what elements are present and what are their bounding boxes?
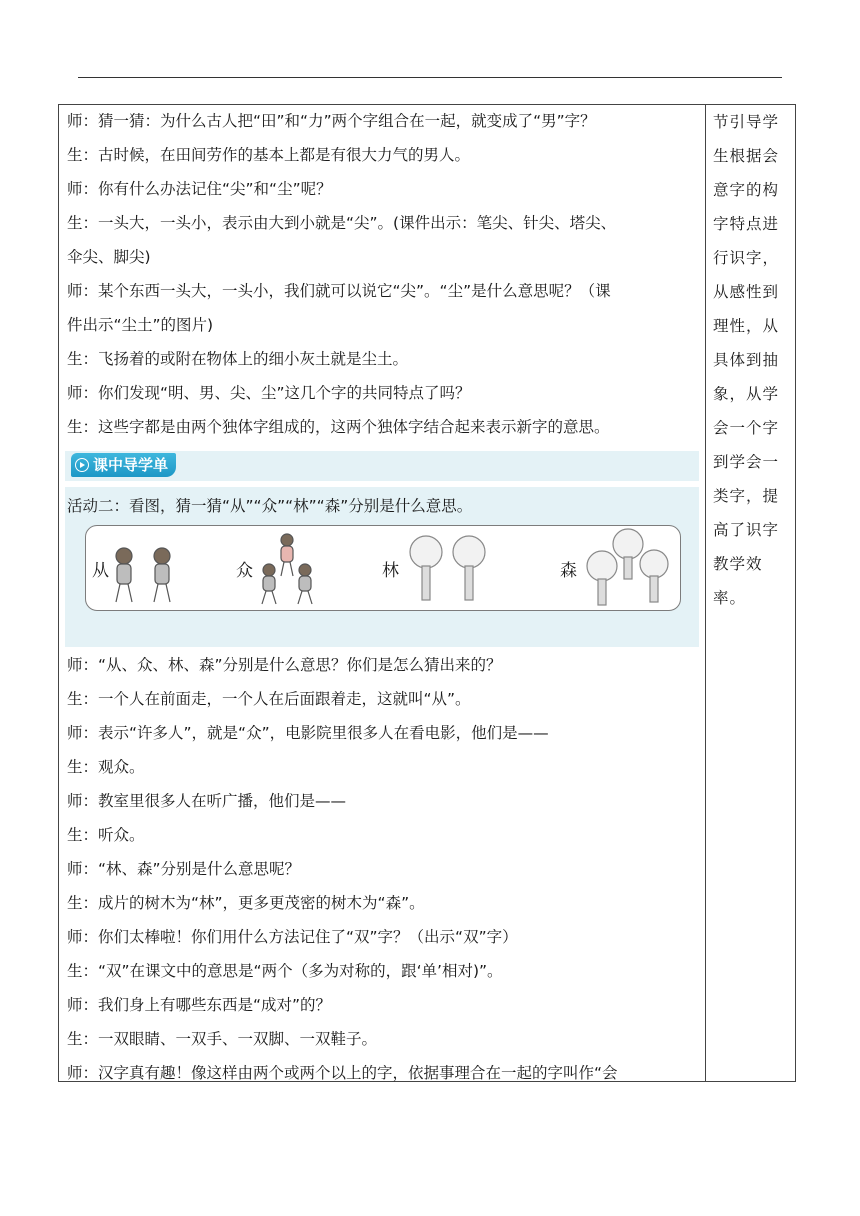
text-line: 生：一个人在前面走，一个人在后面跟着走，这就叫“从”。 — [67, 690, 471, 708]
text-line: 师：我们身上有哪些东西是“成对”的？ — [67, 996, 332, 1014]
text-line: 生：“双”在课文中的意思是“两个（多为对称的，跟‘单’相对)”。 — [67, 962, 503, 980]
tree-icon — [587, 551, 617, 605]
activity-prompt: 活动二：看图，猜一猜“从”“众”“林”“森”分别是什么意思。 — [67, 497, 473, 515]
text-line: 伞尖、脚尖) — [67, 248, 151, 266]
side-note-line: 会一个字 — [713, 419, 780, 437]
text-line: 师：你们太棒啦！你们用什么方法记住了“双”字？（出示“双”字） — [67, 928, 518, 946]
tree-icon — [453, 536, 485, 600]
person-icon — [116, 548, 132, 602]
person-icon — [281, 534, 293, 576]
play-icon — [75, 458, 89, 472]
text-line: 生：一头大，一头小，表示由大到小就是“尖”。(课件出示：笔尖、针尖、塔尖、 — [67, 214, 617, 232]
side-note-line: 理性，从 — [713, 317, 780, 335]
text-line: 生：飞扬着的或附在物体上的细小灰土就是尘土。 — [67, 350, 409, 368]
lesson-table — [58, 104, 796, 1082]
text-line: 生：一双眼睛、一双手、一双脚、一双鞋子。 — [67, 1030, 378, 1048]
side-note-line: 意字的构 — [713, 181, 780, 199]
side-note-line: 节引导学 — [713, 113, 780, 131]
column-divider — [705, 105, 706, 1081]
text-line: 生：成片的树木为“林”，更多更茂密的树木为“森”。 — [67, 894, 425, 912]
text-line: 师：猜一猜：为什么古人把“田”和“力”两个字组合在一起，就变成了“男”字？ — [67, 112, 596, 130]
section-banner — [65, 451, 699, 481]
tree-icon — [613, 529, 643, 579]
side-note-line: 具体到抽 — [713, 351, 780, 369]
side-note-line: 教学效 — [713, 555, 763, 573]
char-label-cong: 从 — [92, 561, 109, 581]
person-icon — [262, 564, 276, 604]
side-note-line: 生根据会 — [713, 147, 780, 165]
activity-illustration — [85, 525, 681, 611]
side-note-line: 行识字， — [713, 249, 780, 267]
section-badge — [71, 453, 176, 477]
text-line: 师：教室里很多人在听广播，他们是—— — [67, 792, 347, 810]
char-label-lin: 林 — [382, 561, 399, 581]
text-line: 生：观众。 — [67, 758, 145, 776]
text-line: 师：某个东西一头大，一头小，我们就可以说它“尖”。“尘”是什么意思呢？（课 — [67, 282, 611, 300]
side-note — [713, 105, 789, 615]
text-line: 师：“林、森”分别是什么意思呢？ — [67, 860, 301, 878]
text-line: 生：古时候，在田间劳作的基本上都是有很大力气的男人。 — [67, 146, 471, 164]
text-line: 件出示“尘土”的图片) — [67, 316, 214, 334]
side-note-line: 从感性到 — [713, 283, 780, 301]
section-badge-label: 课中导学单 — [93, 456, 169, 474]
text-line: 师：“从、众、林、森”分别是什么意思？你们是怎么猜出来的？ — [67, 656, 502, 674]
text-line: 生：听众。 — [67, 826, 145, 844]
header-rule — [78, 77, 782, 78]
char-label-zhong: 众 — [236, 561, 253, 581]
text-line: 生：这些字都是由两个独体字组成的，这两个独体字结合起来表示新字的意思。 — [67, 418, 610, 436]
char-label-sen: 森 — [560, 561, 577, 581]
tree-icon — [410, 536, 442, 600]
text-line: 师：表示“许多人”，就是“众”，电影院里很多人在看电影，他们是—— — [67, 724, 549, 742]
side-note-line: 象，从学 — [713, 385, 780, 403]
side-note-line: 字特点进 — [713, 215, 780, 233]
text-line: 师：汉字真有趣！像这样由两个或两个以上的字，依据事理合在一起的字叫作“会 — [67, 1064, 618, 1082]
tree-icon — [640, 550, 668, 602]
side-note-line: 率。 — [713, 589, 747, 607]
person-icon — [298, 564, 312, 604]
text-line: 师：你们发现“明、男、尖、尘”这几个字的共同特点了吗？ — [67, 384, 471, 402]
side-note-line: 类字，提 — [713, 487, 780, 505]
activity-panel — [65, 487, 699, 647]
text-line: 师：你有什么办法记住“尖”和“尘”呢？ — [67, 180, 332, 198]
side-note-line: 到学会一 — [713, 453, 780, 471]
person-icon — [154, 548, 170, 602]
side-note-line: 高了识字 — [713, 521, 780, 539]
